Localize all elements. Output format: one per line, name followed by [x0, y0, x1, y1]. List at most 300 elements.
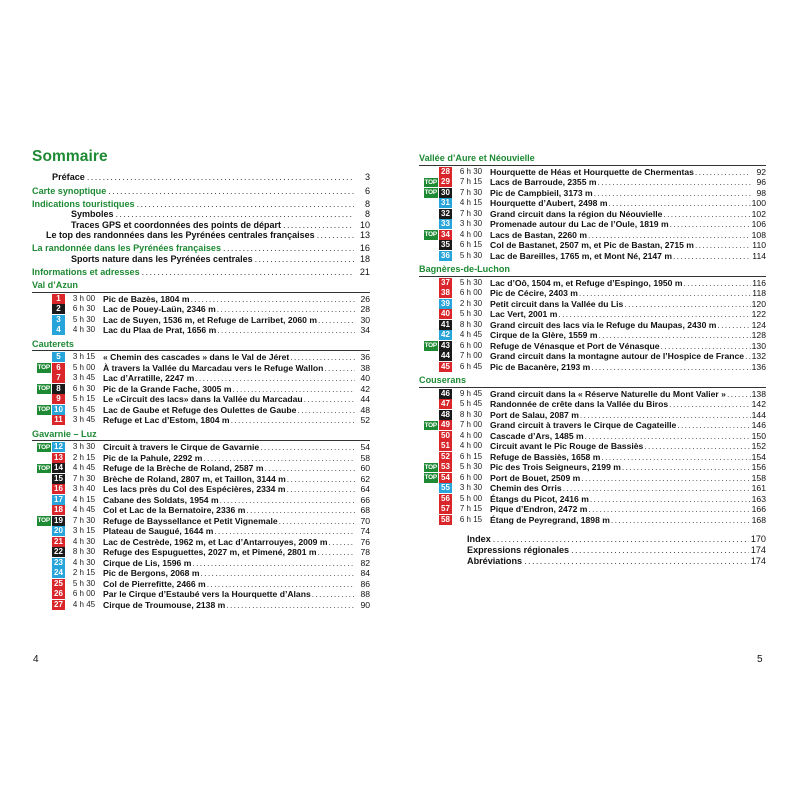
leader-dots — [220, 495, 355, 506]
hike-entry[interactable] — [419, 219, 766, 230]
hike-page: 62 — [360, 473, 370, 484]
hike-duration: 3 h 00 — [72, 293, 96, 303]
hike-entry[interactable] — [32, 453, 370, 464]
hike-number: 54 — [439, 473, 452, 483]
hike-entry[interactable] — [32, 505, 370, 516]
leader-dots — [663, 209, 750, 220]
leader-dots — [598, 177, 751, 188]
hike-number: 31 — [439, 198, 452, 208]
top-slot — [419, 188, 438, 198]
hike-title: Grand circuit dans la montagne autour de l’Hospice de France — [490, 351, 745, 361]
hike-title: Par le Cirque d’Estaubé vers la Hourquette d’Alans — [103, 589, 311, 600]
hike-duration: 7 h 30 — [72, 515, 96, 525]
hike-duration: 5 h 45 — [72, 404, 96, 414]
region-rule — [419, 387, 766, 388]
hike-entry[interactable] — [32, 547, 370, 558]
hike-entry[interactable] — [32, 304, 370, 315]
hike-number: 42 — [439, 330, 452, 340]
hike-number: 7 — [52, 373, 65, 383]
hike-number: 28 — [439, 167, 452, 177]
page-number-left: 4 — [33, 654, 39, 665]
region-heading: Gavarnie – Luz — [32, 428, 97, 439]
leader-dots — [287, 474, 355, 485]
hike-title: Lac de Pouey-Laün, 2346 m — [103, 304, 216, 315]
hike-title: Pique d’Endron, 2472 m — [490, 504, 588, 514]
hike-entry[interactable] — [32, 537, 370, 548]
hike-page: 118 — [752, 288, 766, 298]
hike-entry[interactable] — [32, 474, 370, 485]
hike-entry[interactable] — [32, 363, 370, 374]
leader-dots — [200, 568, 355, 579]
leader-dots — [598, 330, 750, 341]
hike-title: Les lacs près du Col des Espécières, 2334 m — [103, 484, 286, 495]
hike-page: 122 — [751, 309, 766, 319]
hike-page: 74 — [360, 526, 370, 537]
right-region-list — [419, 153, 766, 525]
hike-entry[interactable] — [32, 352, 370, 363]
leader-dots — [217, 325, 355, 336]
hike-number: 50 — [439, 431, 452, 441]
hike-entry[interactable] — [419, 341, 766, 352]
hike-number: 33 — [439, 219, 452, 229]
hike-list — [419, 276, 766, 373]
hike-number: 48 — [439, 410, 452, 420]
hike-entry[interactable] — [419, 251, 766, 262]
hike-page: 132 — [751, 351, 766, 361]
leader-dots — [591, 362, 750, 373]
region-heading: Couserans — [419, 375, 467, 385]
toc-entry-preface[interactable]: Préface ..... 3 — [52, 172, 370, 182]
leader-dots — [190, 294, 355, 305]
hike-entry[interactable] — [32, 579, 370, 590]
leader-dots — [329, 537, 356, 548]
hike-title: Grand circuit dans la région du Néouvielle — [490, 208, 663, 219]
hike-title: Pic de Bergons, 2068 m — [103, 568, 200, 579]
leader-dots — [318, 547, 356, 558]
region-rule — [32, 440, 370, 441]
hike-title: Pic des Trois Seigneurs, 2199 m — [490, 462, 621, 472]
hike-page: 152 — [751, 441, 766, 451]
hike-entry[interactable] — [32, 325, 370, 336]
leader-dots — [214, 526, 355, 537]
leader-dots — [727, 389, 751, 400]
hike-duration: 4 h 30 — [72, 557, 96, 567]
hike-duration: 8 h 30 — [459, 319, 483, 329]
toc-section-randonnee[interactable]: La randonnée dans les Pyrénées françaises ..... 16 — [32, 243, 370, 253]
hike-entry[interactable] — [419, 230, 766, 241]
hike-entry[interactable] — [32, 394, 370, 405]
hike-duration: 3 h 15 — [72, 352, 96, 362]
hike-duration: 8 h 30 — [72, 547, 96, 557]
top-badge: TOP — [37, 464, 50, 472]
hike-title: Lac de Gaube et Refuge des Oulettes de Gaube — [103, 404, 297, 415]
hike-duration: 4 h 45 — [72, 505, 96, 515]
hike-page: 100 — [751, 198, 766, 208]
hike-duration: 6 h 00 — [459, 340, 483, 350]
hike-duration: 5 h 45 — [459, 399, 483, 408]
leader-dots — [673, 251, 751, 262]
hike-page: 110 — [752, 240, 766, 250]
hike-entry[interactable] — [32, 568, 370, 579]
hike-duration: 5 h 15 — [72, 394, 96, 404]
hike-entry[interactable] — [32, 484, 370, 495]
hike-title: Refuge et Lac d’Estom, 1804 m — [103, 415, 230, 426]
leader-dots — [580, 410, 751, 421]
hike-number: 47 — [439, 399, 452, 409]
toc-sub-sports[interactable]: Sports nature dans les Pyrénées centrales ..... 18 — [71, 254, 370, 264]
top-badge: TOP — [37, 406, 50, 414]
hike-entry[interactable] — [419, 278, 766, 289]
hike-entry[interactable] — [32, 516, 370, 527]
hike-title: Lac d’Oô, 1504 m, et Refuge d’Espingo, 1950 m — [490, 277, 683, 288]
leader-dots — [661, 341, 751, 352]
leader-dots — [590, 494, 751, 505]
leader-dots — [233, 384, 356, 395]
leader-dots — [588, 504, 750, 515]
leader-dots — [624, 299, 750, 310]
hike-number: 52 — [439, 452, 452, 462]
leader-dots — [695, 167, 751, 178]
hike-duration: 2 h 30 — [459, 298, 483, 308]
hike-duration: 6 h 15 — [459, 451, 483, 461]
hike-number: 53 — [439, 462, 452, 472]
toc-section-indications[interactable]: Indications touristiques ..... 8 — [32, 199, 370, 209]
top-badge: TOP — [424, 474, 437, 481]
hike-page: 36 — [360, 352, 370, 363]
hike-title: Cabane des Soldats, 1954 m — [103, 494, 219, 505]
hike-page: 84 — [360, 568, 370, 579]
hike-page: 108 — [751, 229, 766, 240]
leader-dots — [260, 442, 355, 453]
hike-page: 44 — [360, 394, 370, 405]
hike-number: 9 — [52, 394, 65, 404]
hike-title: Col de Bastanet, 2507 m, et Pic de Bastan, 2715 m — [490, 240, 694, 250]
leader-dots — [304, 394, 355, 405]
hike-number: 26 — [52, 589, 65, 599]
hike-page: 88 — [360, 589, 370, 600]
hike-title: Grand circuit des lacs via le Refuge du Maupas, 2430 m — [490, 319, 717, 330]
hike-number: 43 — [439, 341, 452, 351]
hike-page: 38 — [360, 362, 370, 373]
hike-entry[interactable] — [419, 462, 766, 473]
leader-dots — [594, 188, 751, 199]
hike-duration: 5 h 30 — [459, 250, 483, 260]
hike-entry[interactable] — [419, 515, 766, 526]
hike-number: 2 — [52, 304, 65, 314]
hike-entry[interactable] — [32, 495, 370, 506]
hike-duration: 3 h 30 — [459, 483, 483, 492]
hike-entry[interactable] — [419, 177, 766, 188]
hike-title: Pic de la Pahule, 2292 m — [103, 452, 203, 463]
hike-entry[interactable] — [32, 526, 370, 537]
leader-dots — [558, 309, 750, 320]
hike-number: 4 — [52, 325, 65, 335]
hike-title: Grand circuit à travers le Cirque de Cagateille — [490, 420, 677, 430]
leader-dots — [683, 278, 751, 289]
toc-section-informations[interactable]: Informations et adresses ..... 21 — [32, 267, 370, 277]
hike-duration: 2 h 15 — [72, 568, 96, 578]
hike-number: 57 — [439, 504, 452, 514]
hike-title: Étangs du Picot, 2416 m — [490, 493, 589, 504]
hike-page: 144 — [751, 409, 766, 420]
back-matter — [467, 534, 766, 566]
hike-page: 158 — [751, 472, 766, 483]
top-badge: TOP — [424, 178, 437, 186]
hike-page: 136 — [751, 361, 766, 372]
toc-entry-expressions[interactable]: Expressions régionales ..... 174 — [467, 545, 766, 555]
hike-duration: 5 h 30 — [72, 578, 96, 588]
hike-duration: 5 h 30 — [72, 314, 96, 324]
hike-page: 102 — [751, 208, 766, 219]
hike-number: 17 — [52, 495, 65, 505]
region-rule — [32, 350, 370, 351]
top-slot — [32, 405, 51, 415]
hike-entry[interactable] — [419, 399, 766, 410]
toc-sub-top[interactable]: Le top des randonnées dans les Pyrénées centrales françaises ..... 13 — [46, 230, 370, 240]
hike-entry[interactable] — [419, 389, 766, 400]
hike-number: 1 — [52, 294, 65, 304]
top-badge: TOP — [424, 342, 437, 349]
hike-page: 146 — [751, 420, 766, 430]
hike-title: Hourquette d’Aubert, 2498 m — [490, 198, 608, 208]
hike-duration: 6 h 00 — [72, 589, 96, 599]
hike-entry[interactable] — [419, 483, 766, 494]
hike-title: Refuge de Vénasque et Port de Vénasque — [490, 340, 660, 351]
hike-page: 28 — [360, 304, 370, 315]
leader-dots — [217, 304, 355, 315]
hike-page: 30 — [360, 314, 370, 325]
hike-entry[interactable] — [419, 473, 766, 484]
hike-title: Refuge de Bayssellance et Petit Vignemale — [103, 515, 278, 526]
hike-page: 128 — [751, 330, 766, 340]
hike-page: 154 — [751, 451, 766, 462]
top-slot — [419, 230, 438, 240]
hike-entry[interactable] — [419, 420, 766, 431]
hike-page: 96 — [756, 177, 766, 187]
hike-title: Refuge des Espuguettes, 2027 m, et Pimené, 2801 m — [103, 547, 317, 558]
hike-entry[interactable] — [32, 405, 370, 416]
hike-title: Pic de Bazès, 1804 m — [103, 293, 190, 304]
hike-title: Port de Salau, 2087 m — [490, 409, 579, 420]
hike-entry[interactable] — [419, 209, 766, 220]
hike-page: 161 — [751, 483, 766, 493]
hike-page: 68 — [360, 505, 370, 516]
hike-number: 23 — [52, 558, 65, 568]
top-badge: TOP — [37, 517, 50, 525]
hike-page: 54 — [360, 442, 370, 453]
hike-number: 18 — [52, 505, 65, 515]
hike-entry[interactable] — [419, 362, 766, 373]
hike-title: Lac Vert, 2001 m — [490, 309, 558, 319]
hike-title: Le «Circuit des lacs» dans la Vallée du Marcadau — [103, 394, 303, 405]
top-slot — [419, 463, 438, 473]
leader-dots — [195, 373, 355, 384]
hike-title: Lac d’Arratille, 2247 m — [103, 373, 195, 384]
hike-number: 12 — [52, 442, 65, 452]
leader-dots — [297, 405, 355, 416]
hike-title: Pic de Cécire, 2403 m — [490, 288, 578, 298]
hike-duration: 4 h 30 — [72, 536, 96, 546]
hike-entry[interactable] — [32, 415, 370, 426]
hike-page: 34 — [360, 325, 370, 336]
page-number-right: 5 — [757, 654, 763, 665]
hike-entry[interactable] — [419, 452, 766, 463]
hike-number: 24 — [52, 568, 65, 578]
hike-duration: 6 h 30 — [72, 383, 96, 393]
toc-sub-symboles[interactable]: Symboles ..... 8 — [71, 209, 370, 219]
hike-page: 150 — [751, 430, 766, 441]
hike-duration: 3 h 30 — [72, 442, 96, 452]
hike-entry[interactable] — [32, 384, 370, 395]
hike-entry[interactable] — [419, 494, 766, 505]
toc-entry-abreviations[interactable]: Abréviations ..... 174 — [467, 556, 766, 566]
hike-duration: 5 h 00 — [459, 493, 483, 503]
hike-duration: 6 h 45 — [459, 361, 483, 371]
toc-entry-index[interactable]: Index ..... 170 — [467, 534, 766, 544]
hike-entry[interactable] — [419, 309, 766, 320]
hike-number: 19 — [52, 516, 65, 526]
hike-duration: 4 h 45 — [72, 463, 96, 473]
leader-dots — [312, 589, 355, 600]
hike-duration: 4 h 15 — [459, 198, 483, 207]
hike-entry[interactable] — [419, 441, 766, 452]
leader-dots — [226, 600, 355, 611]
hike-page: 124 — [751, 319, 766, 330]
leader-dots — [644, 441, 750, 452]
hike-entry[interactable] — [32, 600, 370, 611]
hike-duration: 9 h 45 — [459, 388, 483, 398]
leader-dots — [290, 352, 355, 363]
hike-duration: 5 h 30 — [459, 462, 483, 471]
hike-entry[interactable] — [419, 330, 766, 341]
hike-entry[interactable] — [419, 431, 766, 442]
hike-page: 142 — [751, 399, 766, 409]
hike-title: Refuge de Bassiès, 1658 m — [490, 451, 601, 462]
top-slot — [32, 516, 51, 526]
hike-title: Cirque de Troumouse, 2138 m — [103, 599, 226, 610]
hike-duration: 4 h 00 — [459, 229, 483, 239]
hike-entry[interactable] — [419, 410, 766, 421]
top-badge: TOP — [37, 443, 50, 451]
top-badge: TOP — [37, 364, 50, 372]
hike-duration: 4 h 00 — [459, 430, 483, 440]
leader-dots — [279, 516, 355, 527]
hike-entry[interactable] — [32, 294, 370, 305]
top-slot — [419, 178, 438, 188]
hike-title: Lac du Plaa de Prat, 1656 m — [103, 325, 217, 336]
hike-entry[interactable] — [419, 320, 766, 331]
hike-entry[interactable] — [32, 463, 370, 474]
top-badge: TOP — [424, 463, 437, 471]
hike-duration: 4 h 00 — [459, 441, 483, 450]
hike-number: 36 — [439, 251, 452, 261]
leader-dots — [579, 288, 751, 299]
region-heading: Cauterets — [32, 338, 74, 349]
hike-title: Pic de Bacanère, 2193 m — [490, 361, 591, 372]
hike-page: 82 — [360, 557, 370, 568]
hike-title: Refuge de la Brèche de Roland, 2587 m — [103, 463, 264, 474]
top-slot — [419, 473, 438, 483]
top-slot — [32, 363, 51, 373]
hike-number: 3 — [52, 315, 65, 325]
hike-duration: 4 h 30 — [72, 325, 96, 335]
hike-page: 40 — [360, 373, 370, 384]
hike-entry[interactable] — [419, 288, 766, 299]
hike-title: Col et Lac de la Bernatoire, 2336 m — [103, 505, 246, 516]
leader-dots — [246, 505, 355, 516]
hike-page: 168 — [751, 514, 766, 525]
hike-title: Plateau de Saugué, 1644 m — [103, 526, 214, 537]
hike-duration: 4 h 45 — [459, 330, 483, 339]
hike-page: 166 — [751, 504, 766, 514]
hike-page: 138 — [751, 388, 766, 399]
hike-title: Randonnée de crête dans la Vallée du Biros — [490, 399, 669, 409]
hike-title: Port de Bouet, 2509 m — [490, 472, 581, 483]
hike-page: 52 — [360, 415, 370, 426]
hike-duration: 5 h 30 — [459, 309, 483, 318]
hike-entry[interactable] — [32, 442, 370, 453]
toc-section-carte[interactable]: Carte synoptique ..... 6 — [32, 186, 370, 196]
hike-list — [32, 350, 370, 426]
hike-list — [32, 440, 370, 610]
leader-dots — [324, 363, 355, 374]
leader-dots — [745, 351, 751, 362]
hike-page: 98 — [756, 187, 766, 198]
hike-number: 5 — [52, 352, 65, 362]
hike-entry[interactable] — [419, 299, 766, 310]
leader-dots — [563, 483, 751, 494]
hike-duration: 7 h 00 — [459, 351, 483, 360]
hike-entry[interactable] — [32, 373, 370, 384]
hike-entry[interactable] — [419, 198, 766, 209]
hike-entry[interactable] — [419, 188, 766, 199]
hike-entry[interactable] — [419, 240, 766, 251]
hike-title: Pic de Campbieil, 3173 m — [490, 187, 593, 198]
hike-duration: 7 h 15 — [459, 504, 483, 513]
hike-page: 90 — [360, 599, 370, 610]
top-badge: TOP — [424, 189, 437, 196]
hike-page: 76 — [360, 536, 370, 547]
hike-entry[interactable] — [32, 589, 370, 600]
hike-entry[interactable] — [32, 315, 370, 326]
leader-dots — [203, 453, 355, 464]
right-page — [419, 150, 766, 566]
hike-number: 10 — [52, 405, 65, 415]
hike-duration: 3 h 45 — [72, 373, 96, 383]
top-slot — [32, 384, 51, 394]
toc-sub-gps[interactable]: Traces GPS et coordonnées des points de départ ..... 10 — [71, 220, 370, 230]
hike-entry[interactable] — [32, 558, 370, 569]
hike-entry[interactable] — [419, 351, 766, 362]
hike-number: 46 — [439, 389, 452, 399]
hike-duration: 7 h 30 — [459, 187, 483, 197]
hike-number: 8 — [52, 384, 65, 394]
top-slot — [419, 421, 438, 431]
hike-title: Lac de Cestrède, 1962 m, et Lac d’Antarrouyes, 2009 m — [103, 536, 328, 547]
hike-entry[interactable] — [419, 504, 766, 515]
top-slot — [32, 443, 51, 453]
hike-number: 41 — [439, 320, 452, 330]
hike-entry[interactable] — [419, 167, 766, 178]
page-title: Sommaire — [32, 148, 108, 165]
hike-page: 78 — [360, 547, 370, 558]
hike-duration: 6 h 15 — [459, 514, 483, 524]
hike-duration: 7 h 30 — [459, 208, 483, 218]
region-heading: Vallée d’Aure et Néouvielle — [419, 153, 535, 163]
leader-dots — [581, 473, 750, 484]
hike-title: Chemin des Orris — [490, 483, 562, 493]
hike-title: Circuit à travers le Cirque de Gavarnie — [103, 442, 260, 453]
